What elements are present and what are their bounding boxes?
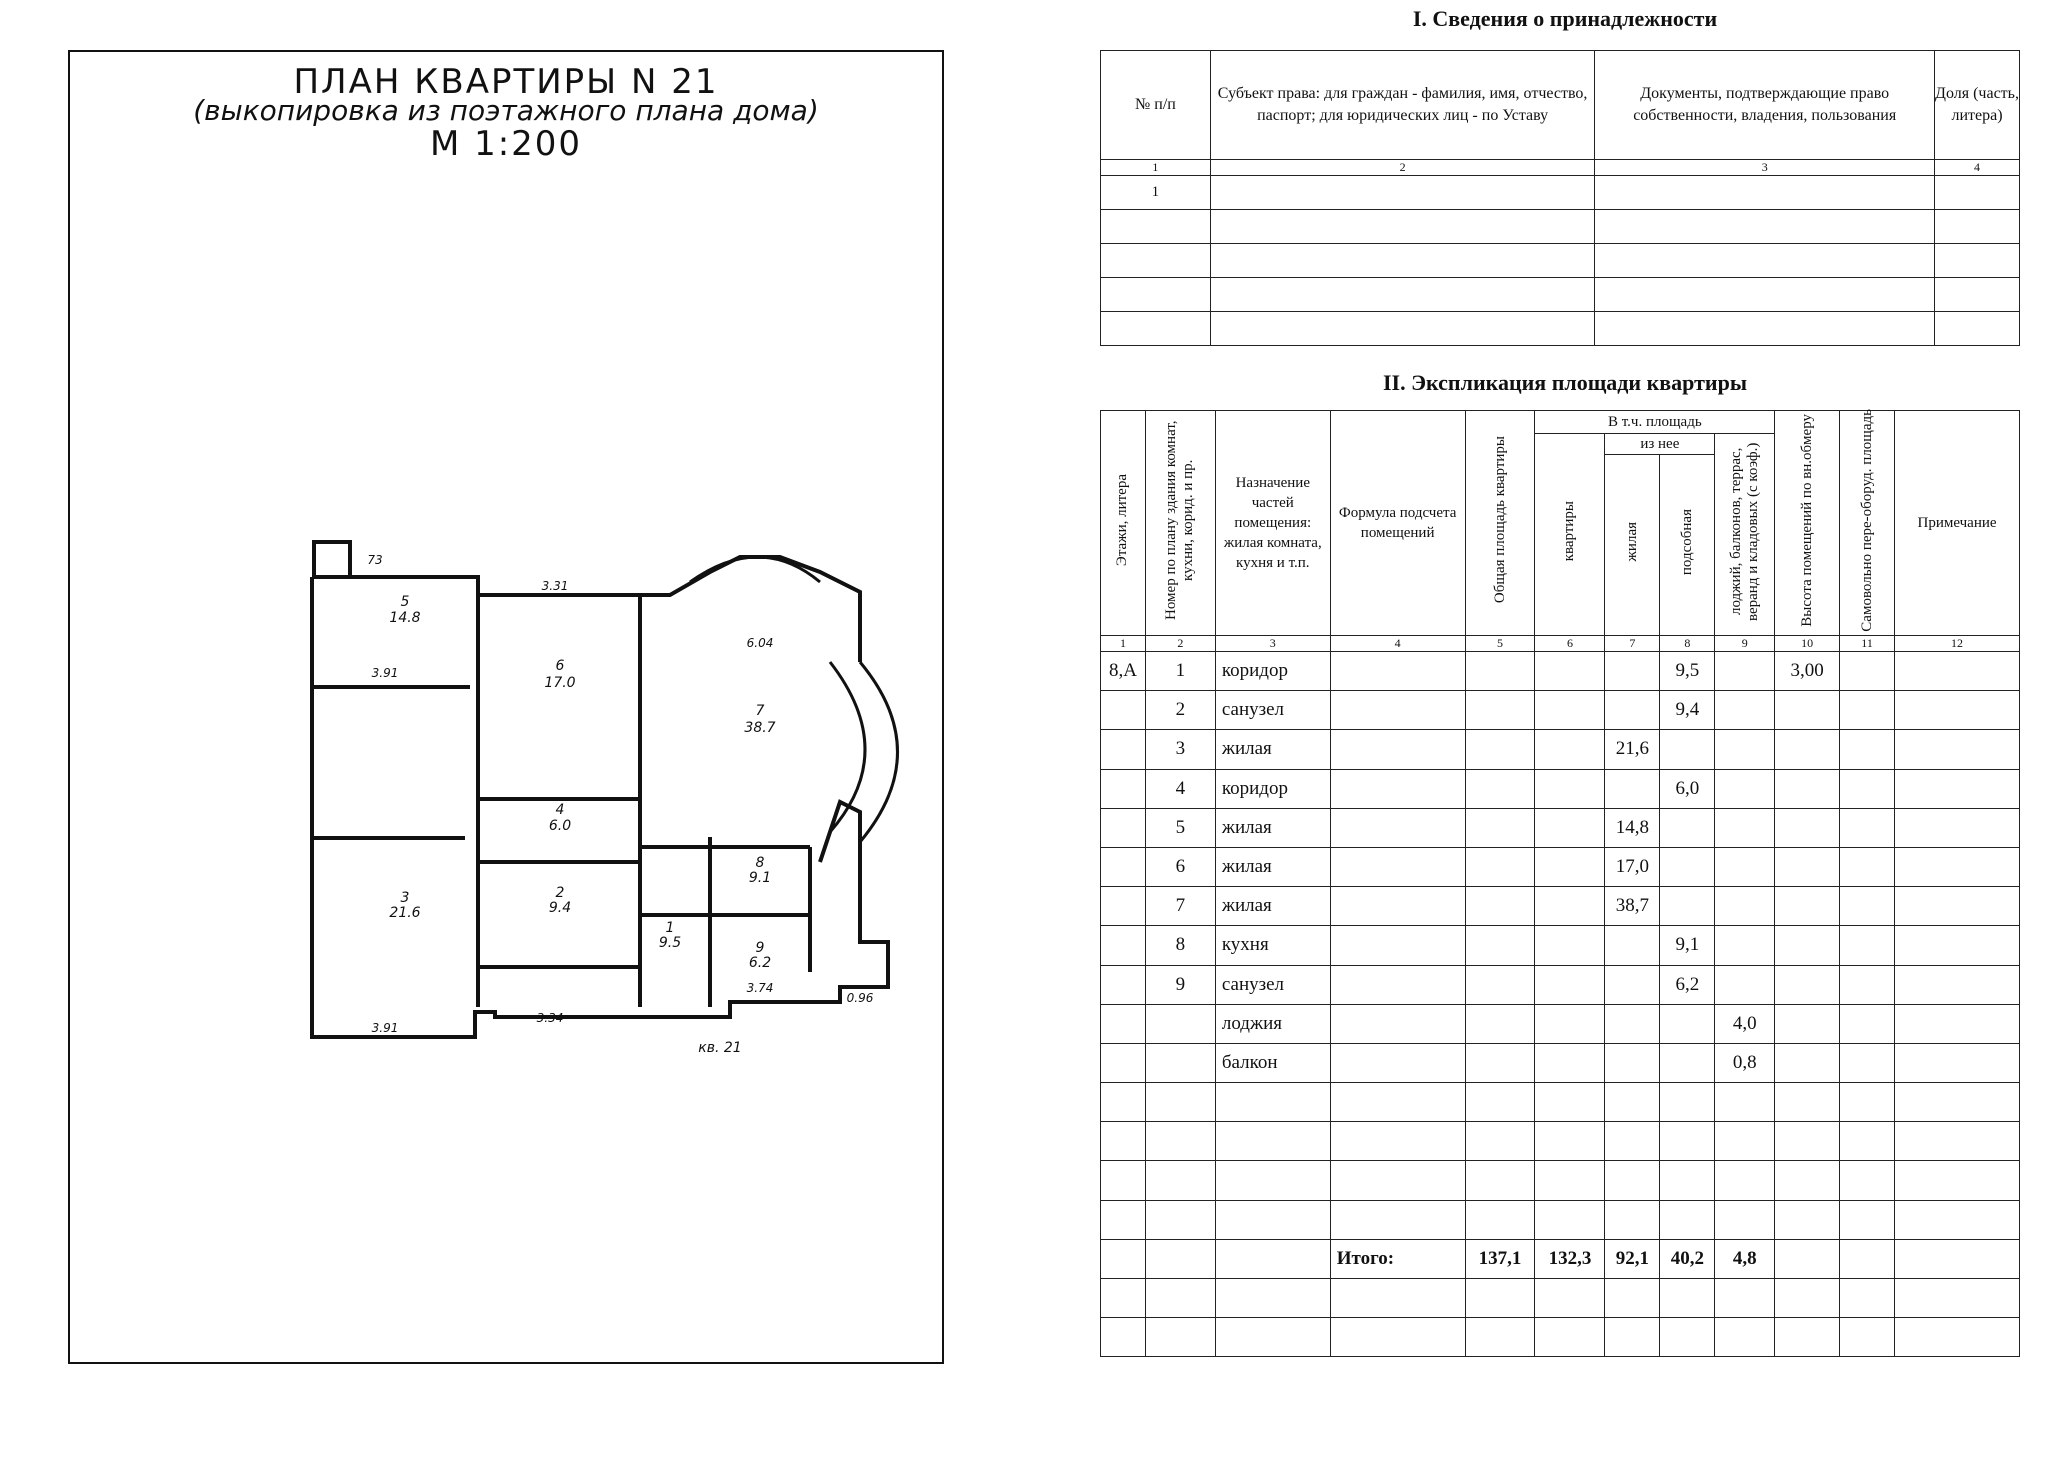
cell-height — [1775, 1200, 1840, 1239]
cell-no: 3 — [1145, 730, 1215, 769]
room-1-num: 1 — [665, 920, 675, 936]
cell-no: 8 — [1145, 926, 1215, 965]
cell-no: 2 — [1145, 691, 1215, 730]
cell-living — [1605, 1161, 1660, 1200]
ownership-table — [1100, 50, 2020, 346]
table-row — [1101, 1161, 2020, 1200]
cell-name: жилая — [1215, 887, 1330, 926]
room-6-num: 6 — [555, 658, 565, 674]
cell-aux — [1660, 887, 1715, 926]
cell-floor — [1101, 691, 1146, 730]
hdr-incl: В т.ч. площадь — [1535, 411, 1775, 434]
cell-floor — [1101, 965, 1146, 1004]
table-row — [1101, 1200, 2020, 1239]
cell-name: лоджия — [1215, 1004, 1330, 1043]
cell-living — [1605, 1083, 1660, 1122]
room-4-area: 6.0 — [548, 818, 572, 834]
cell-floor — [1101, 1004, 1146, 1043]
apartment-label: кв. 21 — [698, 1040, 742, 1056]
hdr-plan-no: Номер по плану здания комнат, кухни, корид. и пр. — [1163, 420, 1197, 620]
plan-title: ПЛАН КВАРТИРЫ N 21 — [293, 62, 719, 102]
cell-floor — [1101, 1043, 1146, 1082]
cell-log — [1715, 926, 1775, 965]
cell-height — [1775, 808, 1840, 847]
cell-name: санузел — [1215, 691, 1330, 730]
cell-no: 5 — [1145, 808, 1215, 847]
hdr-note: Примечание — [1895, 411, 2020, 636]
cell-name: коридор — [1215, 769, 1330, 808]
table-row — [1101, 1004, 2020, 1043]
table-row: 1 — [1101, 176, 2020, 210]
hdr-apartment: квартиры — [1561, 501, 1578, 562]
table-row — [1101, 1083, 2020, 1122]
cell-no: 7 — [1145, 887, 1215, 926]
hdr-total: Общая площадь квартиры — [1491, 436, 1508, 604]
svg-text:3.91: 3.91 — [371, 1021, 399, 1035]
cell-name: коридор — [1215, 652, 1330, 691]
room-5-num: 5 — [400, 594, 410, 610]
cell-name: жилая — [1215, 730, 1330, 769]
cell-living — [1605, 1004, 1660, 1043]
cell-log — [1715, 730, 1775, 769]
cell-living — [1605, 1043, 1660, 1082]
own-header-share: Доля (часть, литера) — [1935, 51, 2020, 160]
table-row — [1101, 691, 2020, 730]
cell-living — [1605, 1122, 1660, 1161]
cell-aux: 6,0 — [1660, 769, 1715, 808]
cell-floor — [1101, 730, 1146, 769]
cell-height — [1775, 1043, 1840, 1082]
cell-floor — [1101, 1122, 1146, 1161]
cell-height — [1775, 926, 1840, 965]
cell-log — [1715, 652, 1775, 691]
cell-no — [1145, 1122, 1215, 1161]
cell-aux: 9,5 — [1660, 652, 1715, 691]
cell-log — [1715, 691, 1775, 730]
cell-aux — [1660, 1161, 1715, 1200]
room-7-area: 38.7 — [744, 720, 776, 736]
floor-plan-drawing — [220, 502, 940, 1062]
cell-living: 17,0 — [1605, 847, 1660, 886]
cell-aux — [1660, 808, 1715, 847]
cell-log — [1715, 965, 1775, 1004]
cell-no: 1 — [1145, 652, 1215, 691]
explication-sheet — [1090, 0, 2040, 1461]
cell-no: 4 — [1145, 769, 1215, 808]
cell-height: 3,00 — [1775, 652, 1840, 691]
total-loggias: 4,8 — [1715, 1239, 1775, 1278]
cell-name — [1215, 1083, 1330, 1122]
total-aux: 40,2 — [1660, 1239, 1715, 1278]
cell-name: жилая — [1215, 808, 1330, 847]
cell-name — [1215, 1122, 1330, 1161]
cell-name: кухня — [1215, 926, 1330, 965]
room-4-num: 4 — [555, 802, 565, 818]
svg-text:6.04: 6.04 — [746, 636, 774, 650]
plan-scale: М 1:200 — [429, 124, 583, 164]
cell-name — [1215, 1161, 1330, 1200]
cell-floor — [1101, 887, 1146, 926]
cell-floor — [1101, 769, 1146, 808]
table-row — [1101, 244, 2020, 278]
cell-aux — [1660, 1043, 1715, 1082]
cell-height — [1775, 730, 1840, 769]
room-3-num: 3 — [400, 890, 410, 906]
own-col-num: 4 — [1935, 160, 2020, 176]
table-row — [1101, 730, 2020, 769]
cell-living — [1605, 965, 1660, 1004]
cell-aux: 6,2 — [1660, 965, 1715, 1004]
own-col-num: 2 — [1210, 160, 1595, 176]
svg-text:3.31: 3.31 — [541, 579, 569, 593]
cell-aux — [1660, 730, 1715, 769]
cell-name: балкон — [1215, 1043, 1330, 1082]
room-9-num: 9 — [755, 940, 765, 956]
cell-aux — [1660, 847, 1715, 886]
hdr-of-it: из нее — [1605, 434, 1715, 455]
cell-no — [1145, 1043, 1215, 1082]
cell-log — [1715, 1200, 1775, 1239]
hdr-unauthorized: Самовольно пере-оборуд. площадь — [1858, 408, 1875, 632]
hdr-living: жилая — [1623, 522, 1640, 562]
explication-title: II. Экспликация площади квартиры — [1382, 370, 1748, 395]
svg-text:0.96: 0.96 — [846, 991, 874, 1005]
cell-height — [1775, 887, 1840, 926]
table-row — [1101, 1122, 2020, 1161]
cell-name: жилая — [1215, 847, 1330, 886]
hdr-height: Высота помещений по вн.обмеру — [1798, 413, 1815, 627]
cell-floor — [1101, 847, 1146, 886]
cell-living: 21,6 — [1605, 730, 1660, 769]
cell-aux — [1660, 1122, 1715, 1161]
cell-floor — [1101, 1161, 1146, 1200]
cell-no — [1145, 1161, 1215, 1200]
cell-log: 4,0 — [1715, 1004, 1775, 1043]
total-row — [1101, 1239, 2020, 1278]
cell-aux — [1660, 1083, 1715, 1122]
cell-no: 6 — [1145, 847, 1215, 886]
cell-height — [1775, 769, 1840, 808]
svg-text:73: 73 — [367, 553, 383, 567]
cell-floor — [1101, 808, 1146, 847]
cell-log — [1715, 808, 1775, 847]
table-row — [1101, 926, 2020, 965]
own-header-num: № п/п — [1101, 51, 1211, 160]
cell-log — [1715, 1161, 1775, 1200]
cell-name — [1215, 1200, 1330, 1239]
cell-log — [1715, 847, 1775, 886]
cell-no: 9 — [1145, 965, 1215, 1004]
table-row — [1101, 312, 2020, 346]
table-row — [1101, 808, 2020, 847]
cell-log — [1715, 769, 1775, 808]
hdr-loggias: лоджий, балконов, террас, веранд и кладовых (с коэф.) — [1727, 442, 1761, 621]
table-row — [1101, 769, 2020, 808]
cell-height — [1775, 965, 1840, 1004]
room-7-num: 7 — [755, 703, 765, 719]
total-area: 137,1 — [1465, 1239, 1535, 1278]
plan-subtitle: (выкопировка из поэтажного плана дома) — [193, 94, 819, 127]
total-living: 92,1 — [1605, 1239, 1660, 1278]
cell-no — [1145, 1004, 1215, 1043]
hdr-auxiliary: подсобная — [1678, 508, 1695, 576]
room-6-area: 17.0 — [544, 675, 576, 691]
svg-text:3.74: 3.74 — [746, 981, 774, 995]
table-row — [1101, 965, 2020, 1004]
room-8-num: 8 — [755, 855, 765, 871]
hdr-formula: Формула подсчета помещений — [1330, 411, 1465, 636]
cell-height — [1775, 1161, 1840, 1200]
cell-height — [1775, 1122, 1840, 1161]
table-row — [1101, 1043, 2020, 1082]
svg-text:3.91: 3.91 — [371, 666, 399, 680]
cell-aux — [1660, 1004, 1715, 1043]
cell-no — [1145, 1083, 1215, 1122]
cell-living — [1605, 769, 1660, 808]
room-9-area: 6.2 — [748, 955, 772, 971]
explication-table: Этажи, литера Номер по плану здания комнат, кухни, корид. и пр. Назначение частей помещения: жилая комната, кухня и т.п. Формула подсчета помещений Общая площадь квартиры В т.ч. площадь Высота помещений по вн.обмеру Самовольно пере-оборуд. площадь Примечание квартиры из нее лоджий, балконов, террас, веранд и кладовых (с коэф.) жилая подсобная 1 2 3 4 5 6 7 8 9 10 11 12 8,А 1 коридор 9,5 3,00 2 санузел 9,4 3 жилая 21,6 4 коридор 6,0 5 жилая 14,8 6 жилая 17,0 7 жилая 38,7 8 кухня 9,1 9 санузел 6,2 лоджия 4,0 балкон 0,8 Итого: 137,1 132,3 92,1 40,2 4,8 — [1100, 410, 2020, 1357]
cell-log — [1715, 887, 1775, 926]
cell-log — [1715, 1122, 1775, 1161]
cell-floor — [1101, 1083, 1146, 1122]
table-row — [1101, 847, 2020, 886]
table-row — [1101, 278, 2020, 312]
cell-aux: 9,1 — [1660, 926, 1715, 965]
cell-living: 38,7 — [1605, 887, 1660, 926]
cell-living — [1605, 652, 1660, 691]
room-2-area: 9.4 — [548, 900, 572, 916]
table-row — [1101, 210, 2020, 244]
cell-log: 0,8 — [1715, 1043, 1775, 1082]
cell-floor — [1101, 926, 1146, 965]
total-apartment: 132,3 — [1535, 1239, 1605, 1278]
own-header-subject: Субъект права: для граждан - фамилия, имя, отчество, паспорт; для юридических лиц - по Уставу — [1210, 51, 1595, 160]
ownership-title: I. Сведения о принадлежности — [1412, 6, 1718, 31]
room-8-area: 9.1 — [748, 870, 772, 886]
floor-plan-frame — [68, 50, 944, 1364]
cell-living — [1605, 691, 1660, 730]
cell-floor — [1101, 1200, 1146, 1239]
own-col-num: 3 — [1595, 160, 1935, 176]
cell-living — [1605, 926, 1660, 965]
cell-living: 14,8 — [1605, 808, 1660, 847]
cell-height — [1775, 847, 1840, 886]
cell-living — [1605, 1200, 1660, 1239]
cell-height — [1775, 1004, 1840, 1043]
cell-aux — [1660, 1200, 1715, 1239]
hdr-purpose: Назначение частей помещения: жилая комната, кухня и т.п. — [1215, 411, 1330, 636]
cell-aux: 9,4 — [1660, 691, 1715, 730]
svg-text:3.34: 3.34 — [536, 1011, 564, 1025]
cell-name: санузел — [1215, 965, 1330, 1004]
own-col-num: 1 — [1101, 160, 1211, 176]
cell-no — [1145, 1200, 1215, 1239]
total-label: Итого: — [1330, 1239, 1465, 1278]
room-3-area: 21.6 — [389, 905, 421, 921]
table-row — [1101, 887, 2020, 926]
own-header-docs: Документы, подтверждающие право собственности, владения, пользования — [1595, 51, 1935, 160]
cell-height — [1775, 691, 1840, 730]
table-row — [1101, 652, 2020, 691]
room-5-area: 14.8 — [389, 610, 421, 626]
cell-log — [1715, 1083, 1775, 1122]
hdr-floor: Этажи, литера — [1114, 473, 1131, 567]
cell-floor: 8,А — [1101, 652, 1146, 691]
cell-height — [1775, 1083, 1840, 1122]
room-1-area: 9.5 — [658, 935, 682, 951]
room-2-num: 2 — [555, 885, 565, 901]
